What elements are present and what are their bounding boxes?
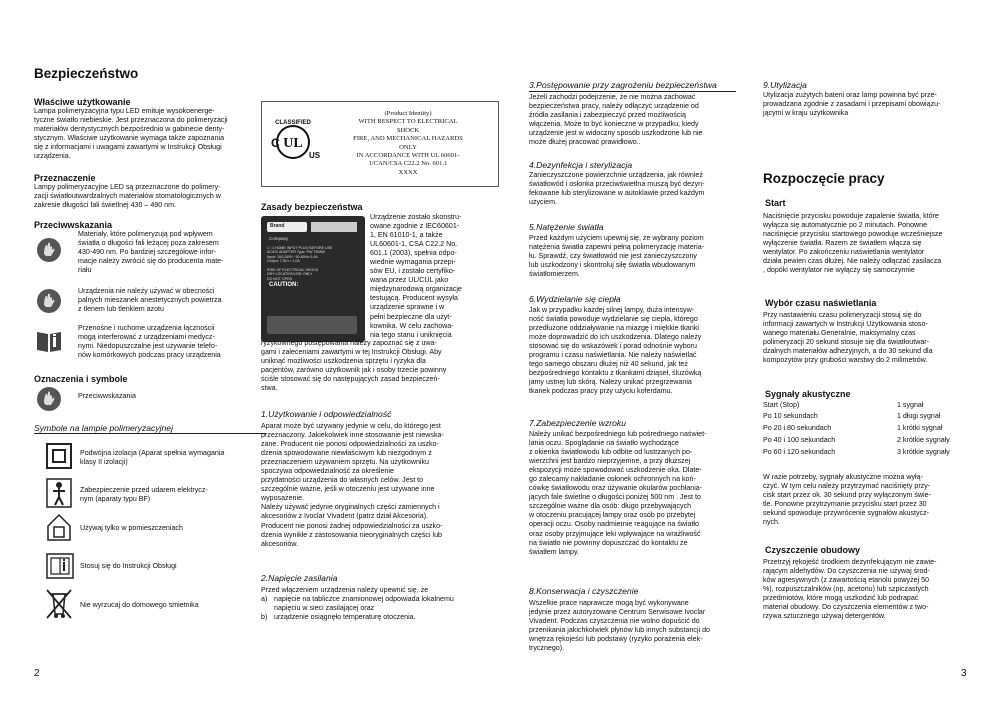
divider bbox=[34, 433, 266, 434]
ul-logo-top: CLASSIFIED bbox=[275, 120, 311, 126]
list-marker: a) bbox=[261, 595, 268, 603]
section-heading: Start bbox=[765, 198, 786, 208]
bf-type-person-icon bbox=[46, 478, 72, 508]
section-text: Jeżeli zachodzi podejrzenie, że nie można zachować bezpieczeństwa pracy, należy odłączyć urządzenie od źródła zasilania i zabezpieczyć przed możliwością włączenia. Może to być konieczne w przypadku, kiedy urządzenie jest w widoczny sposób uszkodzone lub nie może dłużej pracować prawidłowo.. bbox=[529, 93, 703, 147]
section-text: Aparat może być używany jedynie w celu, do którego jest przeznaczony. Jakiekolwiek inne stosowanie jest niewska- zane. Producent nie ponosi odpowiedzialności za uszko- dzenia spowodowane niewłaściwym lub niezgodnym z przeznaczeniem używaniem sprzętu. Na użytkowniku spoczywa odpowiedzialność za określenie przydatności urządzenia do własnych celów. Jest to szczególnie ważne, jeśli w otoczeniu jest używane inne wyposażenie. Należy używać jedynie oryginalnych części zamiennych i akcesoriów z Ivoclar Vivadent (patrz dział Akcesoria). Producent nie ponosi żadnej odpowiedzialności za uszko- dzenia wynikłe z zastosowania nieoryginalnych części lub akcesoriów. bbox=[261, 422, 444, 548]
section-text: W razie potrzeby, sygnały akustyczne można wyłą- czyć. W tym celu należy przytrzymać naciśnięty przy- cisk start przez ok. 30 sekund przy wyłączonym świe- tle. Ponowne przytrzymanie przycisku start przez 30 sekund spowoduje przywrócenie sygnałów akustycz- nych. bbox=[763, 473, 931, 527]
section-heading: 9.Utylizacja bbox=[763, 80, 807, 90]
ul-classified-logo bbox=[268, 116, 321, 166]
divider bbox=[529, 91, 736, 92]
signal-value: 1 sygnał bbox=[897, 401, 924, 409]
signal-label: Po 10 sekundach bbox=[763, 412, 818, 420]
signal-value: 1 długi sygnał bbox=[897, 412, 941, 420]
section-text: Lampy polimeryzacyjne LED są przeznaczone do polimery- zacji światłoutwardzalnych materiałów stomatologicznych w zakresie długości fali świetlnej 430 – 490 nm. bbox=[34, 183, 221, 210]
section-text: Przed włączeniem urządzenia należy upewnić się, że bbox=[261, 586, 429, 594]
ul-certificate bbox=[261, 101, 499, 187]
section-heading: Czyszczenie obudowy bbox=[765, 545, 861, 555]
section-heading: Wybór czasu naświetlania bbox=[765, 298, 877, 308]
signal-label: Po 20 i 80 sekundach bbox=[763, 424, 832, 432]
section-heading: 2.Napięcie zasilania bbox=[261, 573, 338, 583]
hand-prohibition-icon bbox=[36, 386, 62, 412]
page-number: 2 bbox=[34, 668, 40, 679]
section-text: Utylizacja zużytych baterii oraz lamp powinna być prze- prowadzana zgodnie z zasadami i przepisami obowiązu- jącymi w kraju użytkownika bbox=[763, 91, 941, 118]
contra-item-2: Urządzenia nie należy używać w obecności palnych mieszanek anestetycznych powietrza z tlenem lub tlenkiem azotu bbox=[78, 287, 222, 314]
signal-value: 1 krótki sygnał bbox=[897, 424, 943, 432]
ul-logo-us: US bbox=[309, 151, 321, 160]
section-text: Jak w przypadku każdej silnej lampy, duża intensyw- ność światła powoduje wydzielanie się ciepła, którego przedłużone oddziaływanie na miazgę i miękkie tkanki może doprowadzić do ich uszkodzenia. Dlatego należy stosować się do wskazówek i porad odnośnie wyboru programu i czasu naświetlania. Nie należy naświetlać tego samego obszaru dłużej niż 40 sekund, jak też bezpośredniego kontaktu z tkankami dziąseł, śluzówką jamy ustnej lub skórą. Należy unikać przegrzewania tkanek podczas pracy przy użyciu koferdamu. bbox=[529, 306, 702, 396]
instructions-book-icon bbox=[36, 329, 62, 353]
crossed-bin-icon bbox=[44, 588, 74, 620]
section-heading: Zasady bezpieczeństwa bbox=[261, 202, 363, 212]
rules-text: Urządzenie zostało skonstru- owane zgodnie z IEC60601- 1, EN 61010-1, a także UL60601-1, CSA C22.2 No. 601.1 (2003), spełnia odpo- wiednie wymagania przepi- sów EU, i zostało certyfiko- wana przez UL/CUL jako międzynarodową organizacje testującą. Producent wysyła urządzenie sprawne i w pełni bezpieczne dla użyt- kownika. W celu zachowa- nia tego stanu i uniknięcia bbox=[370, 213, 462, 339]
section-heading: 7.Zabezpieczenie wzroku bbox=[529, 418, 626, 428]
section-heading: 8.Konserwacja i czyszczenie bbox=[529, 586, 639, 596]
section-heading: 3.Postępowanie przy zagrożeniu bezpieczeństwa bbox=[529, 80, 717, 90]
section-heading: 4.Dezynfekcja i sterylizacja bbox=[529, 160, 633, 170]
symbol-item-3: Używaj tylko w pomieszczeniach bbox=[80, 524, 183, 532]
section-text: Przed każdym użyciem upewnij się, że wybrany poziom natężenia światła zapewni pełną polimeryzację materia- łu. Sprawdź, czy światłowód nie jest zanieczyszczony lub uszkodzony i skontroluj siłę światła wbudowanym światłomierzem. bbox=[529, 234, 705, 279]
instructions-book-icon bbox=[46, 553, 74, 579]
adapter-label-image bbox=[261, 216, 365, 342]
section-heading: Przeznaczenie bbox=[34, 173, 96, 183]
contra-item-1: Materiały, które polimeryzują pod wpływem światła o długości fali leżącej poza zakresem 430-490 nm. Po bardziej szczegółowe infor- macje należy zwrócić się do producenta mate- riału bbox=[78, 230, 224, 275]
symbol-item-2: Zabezpieczenie przed udarem elektrycz- nym (aparaty typu BF) bbox=[80, 486, 208, 504]
ul-logo-mid: UL bbox=[283, 136, 303, 151]
section-text: Naciśnięcie przycisku powoduje zapalenie światła, które wyłącza się automatycznie po 2 minutach. Ponowne naciśnięcie przycisku startowego powoduje wcześniejsze wyłączenie światła. Razem ze światłem włącza się wentylator. Po zakończeniu naświetlania wentylator działa pewien czas dłużej. Nie należy odłączać zasilacza , dopóki wentylator nie wyłączy się samoczynnie bbox=[763, 212, 943, 275]
list-item: urządzenie osiągnęło temperaturę otoczenia. bbox=[274, 613, 416, 621]
section-heading: Sygnały akustyczne bbox=[765, 389, 851, 399]
section-heading: 5.Natężenie światła bbox=[529, 222, 604, 232]
label-fine-print: 1 / 1 HOME INPUT PLUG BEFORE USE AC/DC ADAPTER Type: PW 7508W Input: 100-240V~ 50-60Hz 0.4A Output: 7.5V== 1.0A RISK OF ELECTRICAL SHOCK DRY LOCATION USE ONLY DO NOT OPEN bbox=[267, 246, 333, 281]
page-title: Bezpieczeństwo bbox=[34, 66, 139, 81]
certificate-text: (Product Identity) WITH RESPECT TO ELECTRICAL SHOCK FIRE, AND MECHANICAL HAZARDS ONLY IN ACCORDANCE WITH UL 60601- 1/CAN/CSA C22.2 No. 601.1 XXXX bbox=[353, 110, 463, 176]
double-insulation-icon bbox=[46, 443, 72, 469]
signal-label: Start (Stop) bbox=[763, 401, 800, 409]
section-heading: Oznaczenia i symbole bbox=[34, 374, 128, 384]
symbol-item-4: Stosuj się do Instrukcji Obsługi bbox=[80, 562, 177, 570]
section-heading: Przeciwwskazania bbox=[34, 220, 113, 230]
section-text: Przetrzyj rękojeść środkiem dezynfekującym nie zawie- rającym aldehydów. Do czyszczenia nie używaj środ- ków agresywnych (z zawartością etanolu powyżej 50 %), rozpuszczalników (np. acetonu) lub szpiczastych przedmiotów, które mogą uszkodzić lub podrapać materiał obudowy. Do czyszczenia elementów z two- rzywa sztucznego używaj detergentów. bbox=[763, 558, 937, 621]
label-brand: Brand bbox=[270, 223, 285, 229]
signal-label: Po 60 i 120 sekundach bbox=[763, 448, 836, 456]
list-marker: b) bbox=[261, 613, 268, 621]
section-heading: Symbole na lampie polimeryzacyjnej bbox=[34, 423, 173, 433]
page-title: Rozpoczęcie pracy bbox=[763, 171, 885, 186]
page-number: 3 bbox=[961, 668, 967, 679]
signal-value: 2 krótkie sygnały bbox=[897, 436, 950, 444]
signal-value: 3 krótkie sygnały bbox=[897, 448, 950, 456]
symbol-item-5: Nie wyrzucaj do domowego smietnika bbox=[80, 601, 199, 609]
rules-text-full: ryzykownego postępowania należy zapoznać się z uwa- gami i zaleceniami zawartymi w tej Instrukcji Obsługi. Aby uniknąć możliwości uszkodzenia sprzętu i ryzyka dla pacjentów, zarówno użytkownik jak i osoby trzecie powinny ściśle stosować się do następujących zasad bezpieczeń- stwa. bbox=[261, 339, 447, 393]
label-caution: CAUTION: bbox=[269, 282, 299, 288]
section-text: Należy unikać bezpośredniego lub pośredniego naświet- lania oczu. Spoglądanie na światło wychodzące z okienka światłowodu lub odbite od lustrzanych po- wierzchni jest bardzo nieprzyjemne, a przy dłuższej ekspozycji może spowodować uszkodzenie oka. Dlate- go zalecamy nakładanie osłonek ochronnych na koń- cówkę światłowodu oraz używanie okularów pochłania- jących fale świetlne o długości poniżej 500 nm . Jest to szczególnie ważne dla osób: długo przebywających w otoczeniu pracującej lampy oraz osób po przebytej operacji oczu. Osoby nadmiernie reagujące na światło oraz osoby przyjmujące leki wpływające na wrażliwość na światło nie powinny dopuszczać do kontaktu ze światłem lampy. bbox=[529, 430, 707, 556]
section-heading: 6.Wydzielanie się ciepła bbox=[529, 294, 621, 304]
section-text: Wszelkie prace naprawcze mogą być wykonywane jedynie przez autoryzowane Centrum Serwisowe Ivoclar Vivadent. Podczas czyszczenia nie wolno dopuścić do przenikania jakichkolwiek płynów lub innych substancji do wnętrza rękojeści lub podstawy (ryzyko porażenia elek- trycznego). bbox=[529, 599, 710, 653]
ul-logo-c: C bbox=[271, 136, 280, 150]
section-heading: Właściwe użytkowanie bbox=[34, 97, 131, 107]
contra-item-3: Przenośne i ruchome urządzenia łącznościi mogą interferować z urządzeniami medycz- nymi. Niedopuszczalne jest używanie telefo- nów komórkowych podczas pracy urządzenia bbox=[78, 324, 221, 360]
indoor-use-icon bbox=[46, 513, 72, 541]
section-heading: 1.Użytkowanie i odpowiedzialność bbox=[261, 409, 392, 419]
list-item: napięcie na tabliczce znamionowej odpowiada lokalnemu napięciu w sieci zasilającej oraz bbox=[274, 595, 454, 613]
symbol-item-1: Podwójna izolacja (Aparat spełnia wymagania klasy II izolacji) bbox=[80, 449, 225, 467]
section-text: Lampa polimeryzacyjna typu LED emituje wysokoenerge- tyczne światło niebieskie. Jest przeznaczona do polimeryzacji materiałów dentystycznych bezpośrednio w gabinecie denty- stycznym. Właściwe użytkowanie wymaga także zapoznania się z informacjami i uwagami zawartymi w Instrukcji Obsługi urządzenia. bbox=[34, 107, 228, 161]
section-text: Przy nastawieniu czasu polimeryzacji stosuj się do informacji zawartych w Instrukcji Użytkowania stoso- wanego materiału.Generalnie, maksymalny czas polimeryzacji 20 sekund stosuje się dla światłoutwar- dzalnych materiałów adhezyjnych, a do 30 sekund dla kompozytów przy grubości warstwy do 2 milimetrów. bbox=[763, 311, 933, 365]
signal-label: Po 40 i 100 sekundach bbox=[763, 436, 836, 444]
hand-prohibition-icon bbox=[36, 237, 62, 263]
hand-prohibition-icon bbox=[36, 288, 62, 314]
section-text: Zanieczyszczone powierzchnie urządzenia, jak również światłowód i osłonka przeciwświetlna muszą być dezyn- fekowane lub sterylizowane w autoklawie przed każdym użyciem. bbox=[529, 171, 705, 207]
label-company: Company bbox=[269, 236, 289, 241]
marks-item: Przeciwwskazania bbox=[78, 392, 136, 400]
